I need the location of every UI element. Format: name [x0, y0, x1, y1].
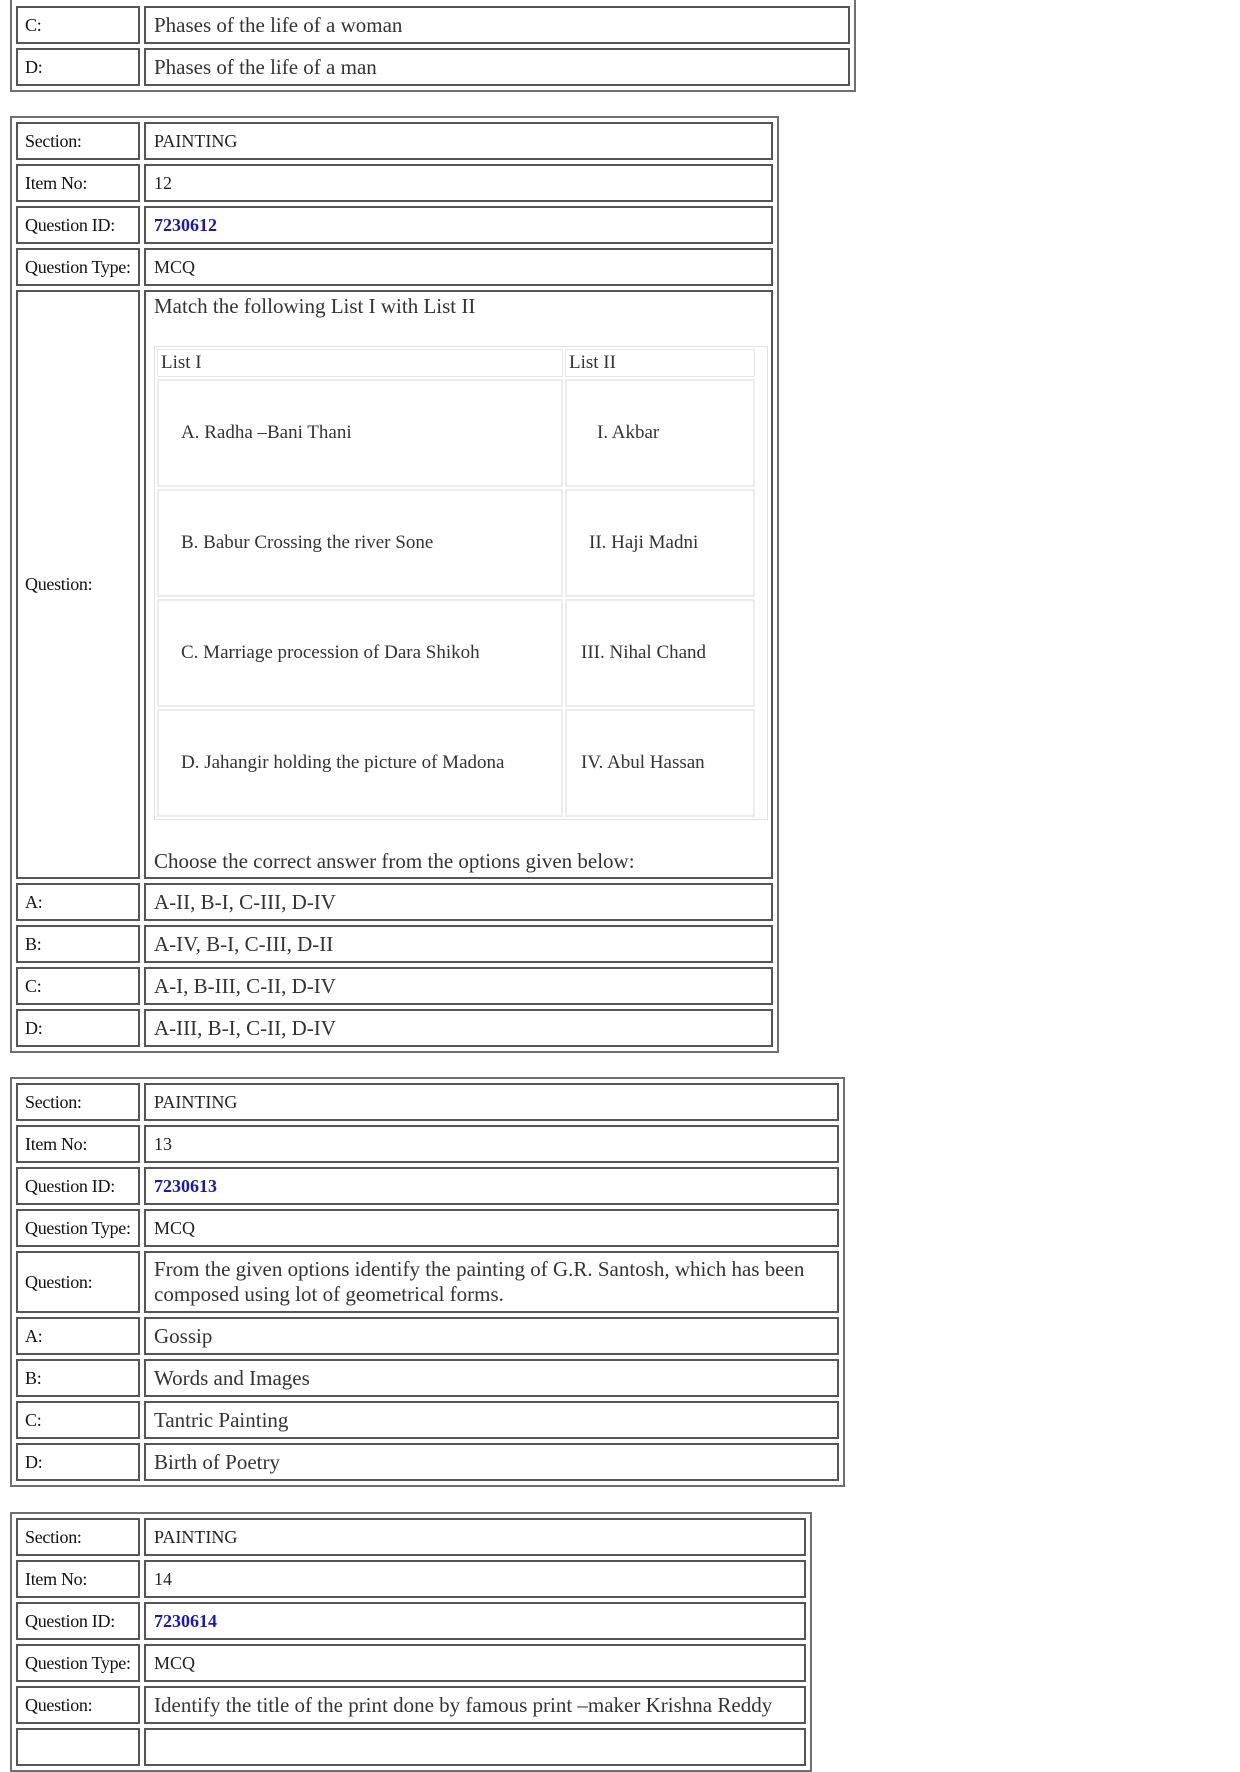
question-type-label: Question Type: [16, 248, 140, 286]
option-label: C: [16, 967, 140, 1005]
question-type-row [16, 248, 773, 286]
question-type-value: MCQ [144, 1209, 839, 1247]
question-label: Question: [16, 1686, 140, 1724]
option-label: A: [16, 1317, 140, 1355]
option-row-b [16, 1359, 839, 1397]
section-value: PAINTING [144, 1083, 839, 1121]
option-text: A-III, B-I, C-II, D-IV [144, 1009, 773, 1047]
question-row [16, 290, 773, 879]
option-label: D: [16, 1443, 140, 1481]
option-label: A: [16, 883, 140, 921]
option-label: B: [16, 925, 140, 963]
question-row [16, 1251, 839, 1313]
item-no-label: Item No: [16, 1125, 140, 1163]
question-text: From the given options identify the painting of G.R. Santosh, which has been composed using lot of geometrical forms. [144, 1251, 839, 1313]
list-1-item-b: B. Babur Crossing the river Sone [157, 489, 563, 597]
section-label: Section: [16, 122, 140, 160]
question-outro: Choose the correct answer from the options given below: [154, 849, 635, 873]
section-label: Section: [16, 1518, 140, 1556]
section-value: PAINTING [144, 1518, 806, 1556]
option-label: D: [16, 48, 140, 86]
question-label: Question: [16, 290, 140, 879]
option-row-c [16, 6, 850, 44]
section-label: Section: [16, 1083, 140, 1121]
section-value: PAINTING [144, 122, 773, 160]
question-table-11-tail [10, 0, 856, 92]
option-label: C: [16, 6, 140, 44]
item-no-row [16, 164, 773, 202]
option-row-a [16, 1317, 839, 1355]
list-1-item-a: A. Radha –Bani Thani [157, 379, 563, 487]
question-table-12 [10, 116, 779, 1053]
option-row-b [16, 925, 773, 963]
question-type-row [16, 1209, 839, 1247]
question-id-value: 7230612 [144, 206, 773, 244]
question-label: Question: [16, 1251, 140, 1313]
item-no-row [16, 1560, 806, 1598]
question-id-row [16, 1602, 806, 1640]
option-label: B: [16, 1359, 140, 1397]
option-text: A-IV, B-I, C-III, D-II [144, 925, 773, 963]
option-text: Gossip [144, 1317, 839, 1355]
item-no-label: Item No: [16, 164, 140, 202]
question-type-label: Question Type: [16, 1209, 140, 1247]
item-no-value: 14 [144, 1560, 806, 1598]
question-type-row [16, 1644, 806, 1682]
list-1-item-d: D. Jahangir holding the picture of Madona [157, 709, 563, 817]
option-row-c [16, 1401, 839, 1439]
question-intro: Match the following List I with List II [154, 294, 476, 318]
question-table-13 [10, 1077, 845, 1487]
question-id-label: Question ID: [16, 1602, 140, 1640]
option-label: D: [16, 1009, 140, 1047]
question-type-value: MCQ [144, 1644, 806, 1682]
option-text: Words and Images [144, 1359, 839, 1397]
list-2-item-ii: II. Haji Madni [565, 489, 755, 597]
option-text: Phases of the life of a woman [144, 6, 850, 44]
section-row [16, 1518, 806, 1556]
option-row-d [16, 1009, 773, 1047]
option-row-a [16, 883, 773, 921]
section-row [16, 1083, 839, 1121]
question-body [144, 290, 773, 879]
option-text: A-II, B-I, C-III, D-IV [144, 883, 773, 921]
question-id-row [16, 206, 773, 244]
item-no-value: 13 [144, 1125, 839, 1163]
question-type-value: MCQ [144, 248, 773, 286]
next-row-partial [16, 1728, 806, 1766]
section-row [16, 122, 773, 160]
question-id-label: Question ID: [16, 206, 140, 244]
partial-value-cell [144, 1728, 806, 1766]
question-id-value: 7230613 [144, 1167, 839, 1205]
option-text: Birth of Poetry [144, 1443, 839, 1481]
option-text: A-I, B-III, C-II, D-IV [144, 967, 773, 1005]
option-row-c [16, 967, 773, 1005]
item-no-label: Item No: [16, 1560, 140, 1598]
option-text: Tantric Painting [144, 1401, 839, 1439]
list-1-item-c: C. Marriage procession of Dara Shikoh [157, 599, 563, 707]
list-2-item-iv: IV. Abul Hassan [565, 709, 755, 817]
list-2-header: List II [565, 349, 755, 377]
question-table-14 [10, 1512, 812, 1772]
question-id-row [16, 1167, 839, 1205]
question-text: Identify the title of the print done by famous print –maker Krishna Reddy [144, 1686, 806, 1724]
match-table [154, 346, 768, 820]
option-text: Phases of the life of a man [144, 48, 850, 86]
question-row [16, 1686, 806, 1724]
item-no-value: 12 [144, 164, 773, 202]
list-2-item-i: I. Akbar [565, 379, 755, 487]
question-id-value: 7230614 [144, 1602, 806, 1640]
item-no-row [16, 1125, 839, 1163]
option-label: C: [16, 1401, 140, 1439]
option-row-d [16, 1443, 839, 1481]
partial-label-cell [16, 1728, 140, 1766]
list-1-header: List I [157, 349, 563, 377]
question-id-label: Question ID: [16, 1167, 140, 1205]
list-2-item-iii: III. Nihal Chand [565, 599, 755, 707]
option-row-d [16, 48, 850, 86]
question-type-label: Question Type: [16, 1644, 140, 1682]
